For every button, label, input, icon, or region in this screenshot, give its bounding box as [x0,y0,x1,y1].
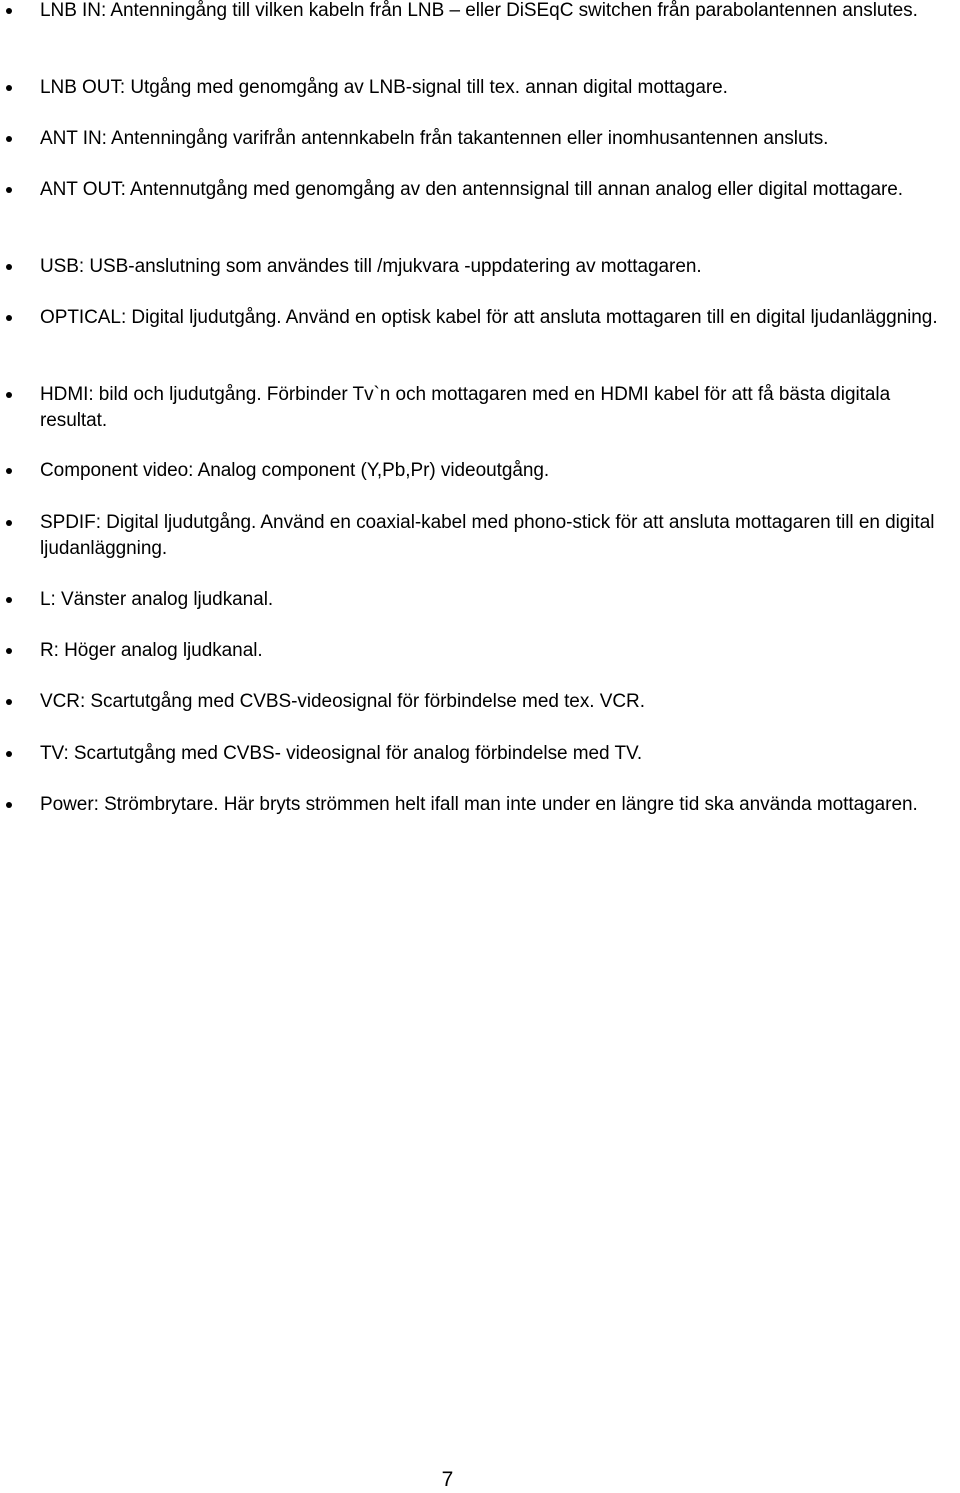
list-item-spdif [40,510,955,561]
list-item-text: ANT OUT: Antennutgång med genomgång av den antennsignal till annan analog eller digital mottagare. [40,179,903,200]
list-item-right-channel [40,638,955,664]
bullet-icon [6,648,12,654]
bullet-icon [6,392,12,398]
list-item-hdmi [40,382,955,433]
list-item-text: ANT IN: Antenningång varifrån antennkabeln från takantennen eller inomhusantennen ansluts. [40,128,829,149]
list-item-text: OPTICAL: Digital ljudutgång. Använd en optisk kabel för att ansluta mottagaren till en digital ljudanläggning. [40,307,938,328]
list-item-text: Power: Strömbrytare. Här bryts strömmen helt ifall man inte under en längre tid ska använda mottagaren. [40,794,918,815]
list-item-text: LNB OUT: Utgång med genomgång av LNB-signal till tex. annan digital mottagare. [40,77,728,98]
list-item-text: VCR: Scartutgång med CVBS-videosignal för förbindelse med tex. VCR. [40,691,645,712]
list-item-ant-in [40,126,955,152]
bullet-icon [6,802,12,808]
bullet-icon [6,136,12,142]
list-item-text: HDMI: bild och ljudutgång. Förbinder Tv`n och mottagaren med en HDMI kabel för att få bästa digitala resultat. [40,384,891,431]
bullet-icon [6,264,12,270]
bullet-icon [6,520,12,526]
list-item-vcr [40,689,955,715]
bullet-icon [6,468,12,474]
bullet-icon [6,699,12,705]
list-item-text: SPDIF: Digital ljudutgång. Använd en coaxial-kabel med phono-stick för att ansluta mottagaren till en digital ljudanläggning. [40,512,935,559]
list-item-text: TV: Scartutgång med CVBS- videosignal för analog förbindelse med TV. [40,743,643,764]
list-item-text: USB: USB-anslutning som användes till /mjukvara -uppdatering av mottagaren. [40,256,702,277]
bullet-icon [6,8,12,14]
list-item-left-channel [40,587,955,613]
list-item-lnb-in [40,0,955,24]
list-item-text: R: Höger analog ljudkanal. [40,640,263,661]
bullet-icon [6,315,12,321]
list-item-text: Component video: Analog component (Y,Pb,Pr) videoutgång. [40,460,550,481]
bullet-icon [6,751,12,757]
list-item-optical [40,305,955,331]
list-item-lnb-out [40,75,955,101]
bullet-icon [6,187,12,193]
bullet-icon [6,597,12,603]
list-item-text: L: Vänster analog ljudkanal. [40,589,274,610]
bullet-icon [6,85,12,91]
list-item-component-video [40,458,955,484]
page-number: 7 [441,1468,454,1491]
list-item-tv [40,741,955,767]
list-item-text: LNB IN: Antenningång till vilken kabeln från LNB – eller DiSEqC switchen från parabolantennen anslutes. [40,0,918,21]
list-item-power [40,792,955,818]
list-item-usb [40,254,955,280]
list-item-ant-out [40,177,955,203]
